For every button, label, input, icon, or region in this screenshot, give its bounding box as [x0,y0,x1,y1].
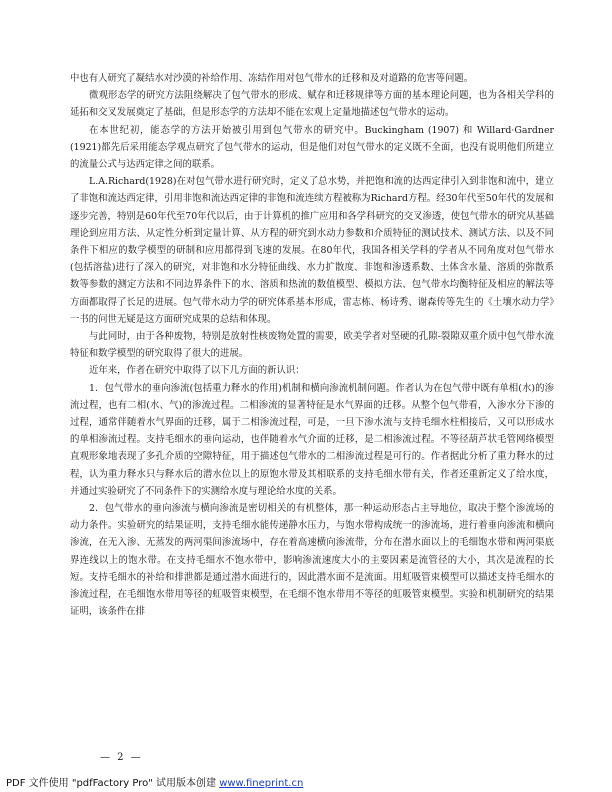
document-body [70,70,554,621]
paragraph-1: 中也有人研究了凝结水对沙漠的补给作用、冻结作用对包气带水的迁移和及对道路的危害等问题。 [70,73,474,84]
paragraph-7: 1．包气带水的垂向渗流(包括重力释水的作用)机制和横向渗流机制问题。作者认为在包气带中既有单相(水)的渗流过程，也有二相(水、气)的渗流过程。二相渗流的显著特征是水气界面的迁移。从整个包气带看，入渗水分下渗的过程，通常伴随着水气界面的迁移，属于二相渗流过程，可是，一旦下渗水流与支持毛细水柱相接后，又可以形成水的单相渗流过程。支持毛细水的垂向运动，也伴随着水气介面的迁移，是二相渗流过程。不等径葫芦状毛管网络模型直观形象地表现了多孔介质的空隙特征，用于描述包气带水的二相渗流过程是可行的。作者据此分析了重力释水的过程，认为重力释水只与释水后的潜水位以上的原饱水带及其相联系的支持毛细水带有关，作者还重新定义了给水度，并通过实验研究了不同条件下的实测给水度与理论给水度的关系。 [70,382,554,497]
paragraph-6: 近年来，作者在研究中取得了以下几方面的新认识： [89,365,305,377]
footer-text: PDF 文件使用 "pdfFactory Pro" 试用版本创建 [6,778,217,789]
page-number: — 2 — [100,752,143,763]
footer-link[interactable]: www.fineprint.cn [219,778,304,789]
paragraph-8: 2．包气带水的垂向渗流与横向渗流是密切相关的有机整体，那一种运动形态占主导地位，取决于整个渗流场的动力条件。实验研究的结果证明，支持毛细水能传递静水压力，与饱水带构成统一的渗流场，进行着垂向渗流和横向渗流，在无入渗、无蒸发的两河渠间渗流场中，存在着高速横向渗流带，分布在潜水面以上的毛细饱水带和两河渠底界连线以上的饱水带。在支持毛细水不饱水带中，影响渗流速度大小的主要因素是流管径的大小，其次是流程的长短。支持毛细水的补给和排泄都是通过潜水面进行的，因此潜水面不是流面。用虹吸管束模型可以描述支持毛细水的渗流过程，在毛细饱水带用等径的虹吸管束模型，在毛细不饱水带用不等径的虹吸管束模型。实验和机制研究的结果证明，该条件在排 [70,503,554,618]
paragraph-4: L.A.Richard(1928)在对包气带水进行研究时，定义了总水势，并把饱和流的达西定律引入到非饱和流中，建立了非饱和流达西定律，引用非饱和流达西定律的非饱和流连续方程被称为Richard方程。经30年代至50年代的发展和逐步完善，特别是60年代至70年代以后，由于计算机的推广应用和各学科研究的交叉渗透，使包气带水的研究从基础理论到应用方法、从定性分析到定量计算、从方程的研究到水动力参数和介质特征的测试技术、测试方法、以及不同条件下相应的数学模型的研制和应用都得到飞速的发展。在80年代，我国各相关学科的学者从不同角度对包气带水(包括溶盐)进行了深入的研究，对非饱和水分特征曲线、水力扩散度、非饱和渗透系数、土体含水量、溶质的弥散系数等参数的测定方法和不同边界条件下的水、溶质和热流的数值模型、模拟方法、包气带水均衡特征及相应的解法等方面都取得了长足的进展。包气带水动力学的研究体系基本形成，雷志栋、杨诗秀、谢森传等先生的《土壤水动力学》一书的问世无疑是这方面研究成果的总结和体现。 [70,176,554,325]
paragraph-5: 与此同时，由于各种废物，特别是放射性核废物处置的需要，欧美学者对坚硬的孔隙-裂隙双重介质中包气带水流特征和数学模型的研究取得了很大的进展。 [70,331,554,360]
pdf-footer [6,774,303,789]
paragraph-2: 微观形态学的研究方法阻绕解决了包气带水的形成、赋存和迁移规律等方面的基本理论问题，也为各相关学科的延拓和交叉发展奠定了基础，但是形态学的方法却不能在宏观上定量地描述包气带水的运动。 [70,90,554,119]
paragraph-3: 在本世纪初，能态学的方法开始被引用到包气带水的研究中。Buckingham (1907) 和 Willard·Gardner (1921)都先后采用能态学观点研究了包气带水的运动，但是他们对包气带水的定义既不全面，也没有说明他们所建立的流量公式与达西定律之间的联系。 [70,124,554,171]
